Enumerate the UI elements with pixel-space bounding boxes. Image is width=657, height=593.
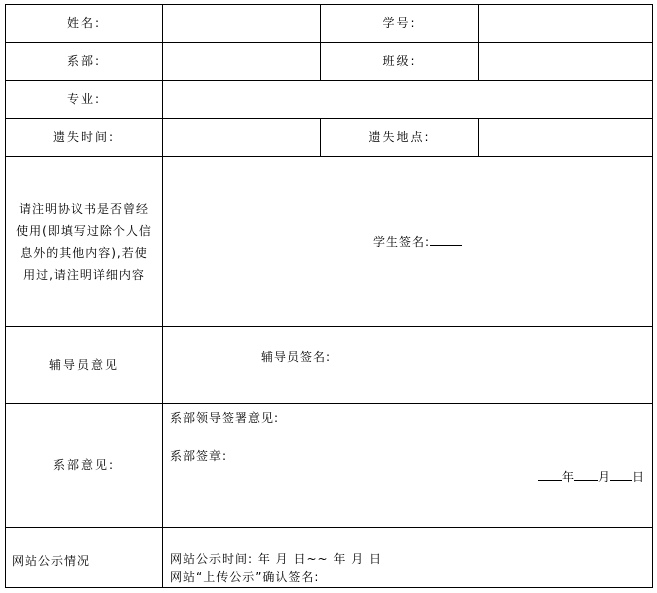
class-field[interactable]	[479, 43, 653, 81]
row-tutor-opinion	[6, 327, 653, 404]
website-confirm-label: 网站“上传公示”确认签名:	[170, 570, 320, 584]
row-name-id	[6, 5, 653, 43]
website-status-field[interactable]	[163, 528, 653, 588]
day-label: 日	[631, 470, 644, 484]
tutor-signature-label: 辅导员签名:	[261, 350, 332, 364]
department-seal-label: 系部签章:	[170, 449, 228, 463]
website-status-label: 网站公示情况	[12, 553, 91, 568]
usage-note-label: 请注明协议书是否曾经使用(即填写过除个人信息外的其他内容),若使用过,请注明详细内容	[16, 201, 152, 282]
usage-note-field[interactable]	[163, 157, 653, 327]
department-opinion-label: 系部意见:	[6, 404, 163, 528]
student-id-label: 学号:	[321, 5, 479, 43]
department-date	[538, 468, 644, 485]
department-leader-opinion-label: 系部领导签署意见:	[170, 411, 280, 425]
row-usage-note	[6, 157, 653, 327]
row-major	[6, 81, 653, 119]
tutor-opinion-field[interactable]	[163, 327, 653, 404]
year-label: 年	[561, 470, 574, 484]
lost-place-label: 遗失地点:	[321, 119, 479, 157]
department-opinion-field[interactable]	[163, 404, 653, 528]
month-blank[interactable]	[574, 468, 598, 481]
student-signature-line	[163, 233, 652, 250]
student-id-field[interactable]	[479, 5, 653, 43]
name-label: 姓名:	[6, 5, 163, 43]
class-label: 班级:	[321, 43, 479, 81]
row-website	[6, 528, 653, 588]
row-lost-info	[6, 119, 653, 157]
major-field[interactable]	[163, 81, 653, 119]
lost-agreement-form	[5, 4, 653, 588]
major-label: 专业:	[6, 81, 163, 119]
month-label: 月	[597, 470, 610, 484]
lost-time-label: 遗失时间:	[6, 119, 163, 157]
lost-time-field[interactable]	[163, 119, 321, 157]
name-field[interactable]	[163, 5, 321, 43]
usage-note-cell	[6, 157, 163, 327]
student-signature-blank[interactable]	[430, 233, 462, 246]
tutor-opinion-label: 辅导员意见	[6, 327, 163, 404]
student-signature-label: 学生签名:	[372, 234, 431, 249]
website-status-cell	[6, 528, 163, 588]
row-department-opinion	[6, 404, 653, 528]
department-field[interactable]	[163, 43, 321, 81]
row-department-class	[6, 43, 653, 81]
website-time-label: 网站公示时间: 年 月 日~~ 年 月 日	[170, 552, 383, 566]
day-blank[interactable]	[610, 468, 632, 481]
department-label: 系部:	[6, 43, 163, 81]
lost-place-field[interactable]	[479, 119, 653, 157]
year-blank[interactable]	[538, 468, 562, 481]
